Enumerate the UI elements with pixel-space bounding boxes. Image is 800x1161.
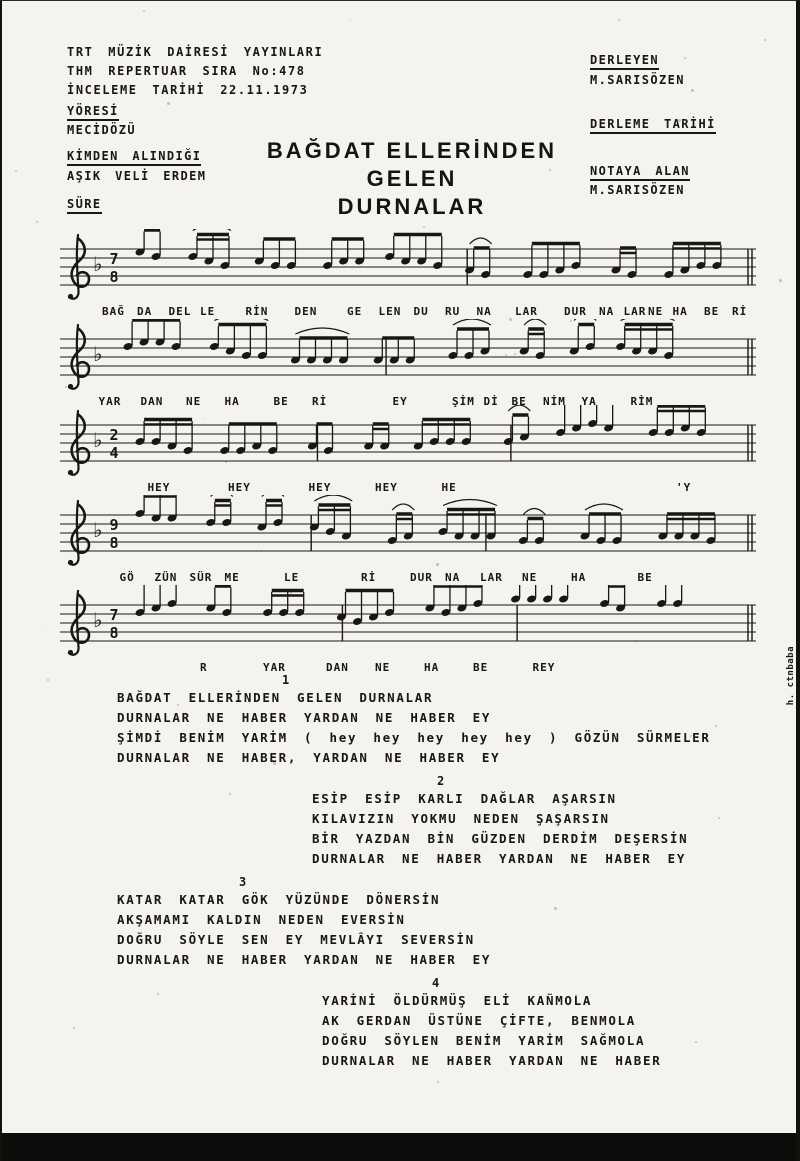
staff-system-3 [60, 405, 766, 497]
engraver-credit: h. ctnbaba [786, 646, 796, 706]
scan-speck [575, 994, 577, 996]
lyric-syllable: NE [375, 661, 391, 674]
lyric-syllable: LAR [623, 305, 647, 318]
lyric-syllable: Rİ [361, 571, 377, 584]
lyric-syllable: DEL [168, 305, 192, 318]
lyric-syllable: DU [413, 305, 429, 318]
scan-speck [36, 221, 38, 223]
verse-line: DURNALAR NE HABER YARDAN NE HABER EY [117, 952, 492, 967]
derleyen-label: DERLEYEN [590, 53, 659, 70]
lyric-syllable: BE [511, 395, 527, 408]
staff-notation-4 [60, 495, 760, 571]
scan-speck [15, 170, 17, 172]
svg-text:2: 2 [109, 426, 119, 444]
lyric-syllable: LE [284, 571, 300, 584]
scan-speck [453, 331, 454, 332]
scan-speck [290, 592, 292, 594]
lyric-syllable: BE [704, 305, 720, 318]
time-signature [109, 426, 118, 462]
verse-number: 1 [282, 673, 290, 687]
kimden-alindigi-value: AŞIK VELİ ERDEM [67, 169, 207, 183]
song-title-line-2: DURNALAR [337, 194, 487, 219]
staff-system-1 [60, 229, 766, 321]
scan-speck [203, 418, 204, 419]
lyric-syllable: ŞİM [452, 395, 475, 408]
verse-2 [312, 774, 800, 869]
scan-speck [437, 1081, 439, 1083]
verse-line: ESİP ESİP KARLI DAĞLAR AŞARSIN [312, 791, 617, 806]
lyric-syllable: BE [273, 395, 289, 408]
lyric-syllable: NE [522, 571, 538, 584]
verse-line: DOĞRU SÖYLE SEN EY MEVLÂYI SEVERSİN [117, 932, 475, 947]
lyric-syllable: YA [581, 395, 597, 408]
lyric-syllable: DAN [326, 661, 349, 674]
svg-text:4: 4 [109, 444, 119, 462]
lyric-syllable: ZÜN [154, 571, 178, 584]
verse-line: YARİNİ ÖLDÜRMÜŞ ELİ KAÑMOLA [322, 993, 593, 1008]
scan-speck [690, 113, 691, 114]
scan-speck [425, 233, 426, 234]
scan-speck [715, 725, 717, 727]
lyric-syllable: DUR [410, 571, 433, 584]
lyric-syllable: NA [599, 305, 615, 318]
lyric-syllable: NA [476, 305, 492, 318]
scan-speck [73, 1027, 75, 1029]
notaya-alan-value: M.SARISÖZEN [590, 183, 685, 197]
lyric-syllable: BE [637, 571, 653, 584]
scan-speck [549, 169, 551, 171]
scan-speck [273, 762, 276, 765]
svg-text:8: 8 [109, 534, 119, 552]
yoresi-value: MECİDÖZÜ [67, 123, 136, 137]
lyric-syllable: DAN [140, 395, 164, 408]
svg-text:7: 7 [109, 606, 119, 624]
verse-line: AKŞAMAMI KALDIN NEDEN EVERSİN [117, 912, 406, 927]
scan-speck [423, 226, 425, 228]
lyric-syllable: DEN [294, 305, 318, 318]
verse-number: 4 [432, 976, 440, 990]
lyric-syllable: HA [571, 571, 587, 584]
lyric-syllable: DA [137, 305, 153, 318]
lyric-syllable: Rİ [732, 305, 748, 318]
svg-text:8: 8 [109, 624, 119, 642]
scan-speck [554, 907, 557, 910]
lyric-syllable: NA [445, 571, 461, 584]
scan-speck [167, 102, 170, 105]
scan-speck [350, 19, 351, 20]
publisher-line-1: TRT MÜZİK DAİRESİ YAYINLARI [67, 45, 324, 59]
flat-key-signature: ♭ [93, 342, 103, 366]
verses-area [2, 673, 800, 1077]
lyric-syllable: RİM [630, 395, 654, 408]
scan-speck [225, 461, 227, 463]
lyric-syllable: HEY [308, 481, 332, 494]
staff-system-2 [60, 319, 766, 411]
song-title-line-1: BAĞDAT ELLERİNDEN GELEN [266, 138, 558, 191]
flat-key-signature: ♭ [93, 518, 103, 542]
staff-notation-2 [60, 319, 760, 395]
scan-speck [143, 10, 145, 12]
staff-system-4 [60, 495, 766, 587]
staff-notation-1 [60, 229, 760, 305]
svg-text:8: 8 [109, 268, 119, 286]
lyric-syllable: HEY [147, 481, 171, 494]
derleme-tarihi-label: DERLEME TARİHİ [590, 117, 716, 134]
scan-speck [678, 119, 681, 122]
lyric-syllable: RU [445, 305, 461, 318]
lyric-syllable: LEN [378, 305, 402, 318]
lyric-syllable: BE [473, 661, 489, 674]
lyric-syllable: REY [532, 661, 556, 674]
verse-line: DURNALAR NE HABER YARDAN NE HABER EY [117, 710, 492, 725]
lyric-syllable: HA [224, 395, 240, 408]
lyric-syllable: SÜR [189, 571, 213, 584]
verse-number: 3 [239, 875, 247, 889]
lyric-syllable: Rİ [312, 395, 328, 408]
notaya-alan-label: NOTAYA ALAN [590, 164, 690, 181]
lyric-syllable: HE [441, 481, 457, 494]
verse-line: BİR YAZDAN BİN GÜZDEN DERDİM DEŞERSİN [312, 831, 689, 846]
lyric-syllable: DUR [564, 305, 587, 318]
scan-speck [258, 544, 259, 545]
derleyen-value: M.SARISÖZEN [590, 73, 685, 87]
lyric-syllable: ME [224, 571, 240, 584]
lyric-syllable: YAR [263, 661, 286, 674]
scan-speck [42, 627, 43, 628]
scan-speck [618, 19, 620, 21]
scan-speck [65, 386, 67, 388]
staff-notation-5 [60, 585, 760, 661]
lyric-syllable: LE [200, 305, 216, 318]
lyric-syllable: LAR [515, 305, 538, 318]
scan-speck [570, 320, 572, 322]
lyric-syllable: YAR [98, 395, 122, 408]
svg-text:7: 7 [109, 250, 119, 268]
lyric-syllable: NE [648, 305, 664, 318]
sure-label: SÜRE [67, 197, 102, 214]
scan-speck [47, 679, 49, 681]
lyric-syllable: R [200, 661, 208, 674]
verse-line: DURNALAR NE HABER, YARDAN NE HABER EY [117, 750, 501, 765]
lyric-syllable: NE [186, 395, 202, 408]
verse-number: 2 [437, 774, 445, 788]
flat-key-signature: ♭ [93, 608, 103, 632]
verse-line: AK GERDAN ÜSTÜNE ÇİFTE, BENMOLA [322, 1013, 636, 1028]
staff-notation-3 [60, 405, 760, 481]
scan-speck [695, 1041, 697, 1043]
publisher-line-3: İNCELEME TARİHİ 22.11.1973 [67, 83, 309, 97]
verse-line: KATAR KATAR GÖK YÜZÜNDE DÖNERSİN [117, 892, 441, 907]
scan-speck [505, 354, 507, 356]
flat-key-signature: ♭ [93, 252, 103, 276]
verse-line: DOĞRU SÖYLEN BENİM YARİM SAĞMOLA [322, 1033, 646, 1048]
verse-4 [322, 976, 800, 1071]
lyric-syllable: HEY [228, 481, 251, 494]
scan-speck [690, 735, 692, 737]
lyric-syllable: HA [672, 305, 688, 318]
verse-line: KILAVIZIN YOKMU NEDEN ŞAŞARSIN [312, 811, 610, 826]
time-signature [109, 606, 118, 642]
scan-speck [764, 39, 766, 41]
scan-speck [718, 817, 720, 819]
lyric-syllable: GÖ [119, 571, 135, 584]
svg-text:9: 9 [109, 516, 119, 534]
verse-line: DURNALAR NE HABER YARDAN NE HABER [322, 1053, 662, 1068]
lyric-syllable: LAR [480, 571, 503, 584]
scan-speck [684, 57, 686, 59]
lyric-syllable: GE [347, 305, 363, 318]
kimden-alindigi-label: KİMDEN ALINDIĞI [67, 149, 201, 166]
scan-speck [635, 640, 637, 642]
staff-system-5 [60, 585, 766, 677]
scan-speck [114, 309, 116, 311]
lyric-syllable: 'Y [676, 481, 692, 494]
time-signature [109, 250, 118, 286]
scan-speck [514, 353, 516, 355]
verse-line: BAĞDAT ELLERİNDEN GELEN DURNALAR [117, 690, 434, 705]
yoresi-label: YÖRESİ [67, 104, 119, 121]
scan-speck [691, 89, 694, 92]
verse-line: DURNALAR NE HABER YARDAN NE HABER EY [312, 851, 687, 866]
scan-speck [779, 279, 782, 282]
song-title [227, 137, 597, 221]
lyric-syllable: HA [424, 661, 440, 674]
publisher-block [67, 43, 323, 100]
lyric-syllable: RİN [245, 305, 269, 318]
scan-speck [509, 318, 512, 321]
verse-line: ŞİMDİ BENİM YARİM ( hey hey hey hey hey ) GÖZÜN SÜRMELER [117, 730, 711, 745]
scan-bottom-edge [0, 1133, 800, 1161]
publisher-line-2: THM REPERTUAR SIRA No:478 [67, 64, 306, 78]
lyric-syllable: NİM [543, 395, 566, 408]
lyric-syllable: Dİ [483, 395, 499, 408]
lyric-syllable: EY [392, 395, 408, 408]
lyric-syllable: HEY [375, 481, 398, 494]
scan-speck [436, 563, 439, 566]
verse-3 [117, 875, 800, 970]
verse-1 [117, 673, 800, 768]
time-signature [109, 516, 118, 552]
flat-key-signature: ♭ [93, 428, 103, 452]
lyric-syllable: BAĞ [102, 305, 125, 318]
scan-speck [157, 993, 159, 995]
scan-speck [229, 793, 231, 795]
scan-speck [177, 704, 179, 706]
